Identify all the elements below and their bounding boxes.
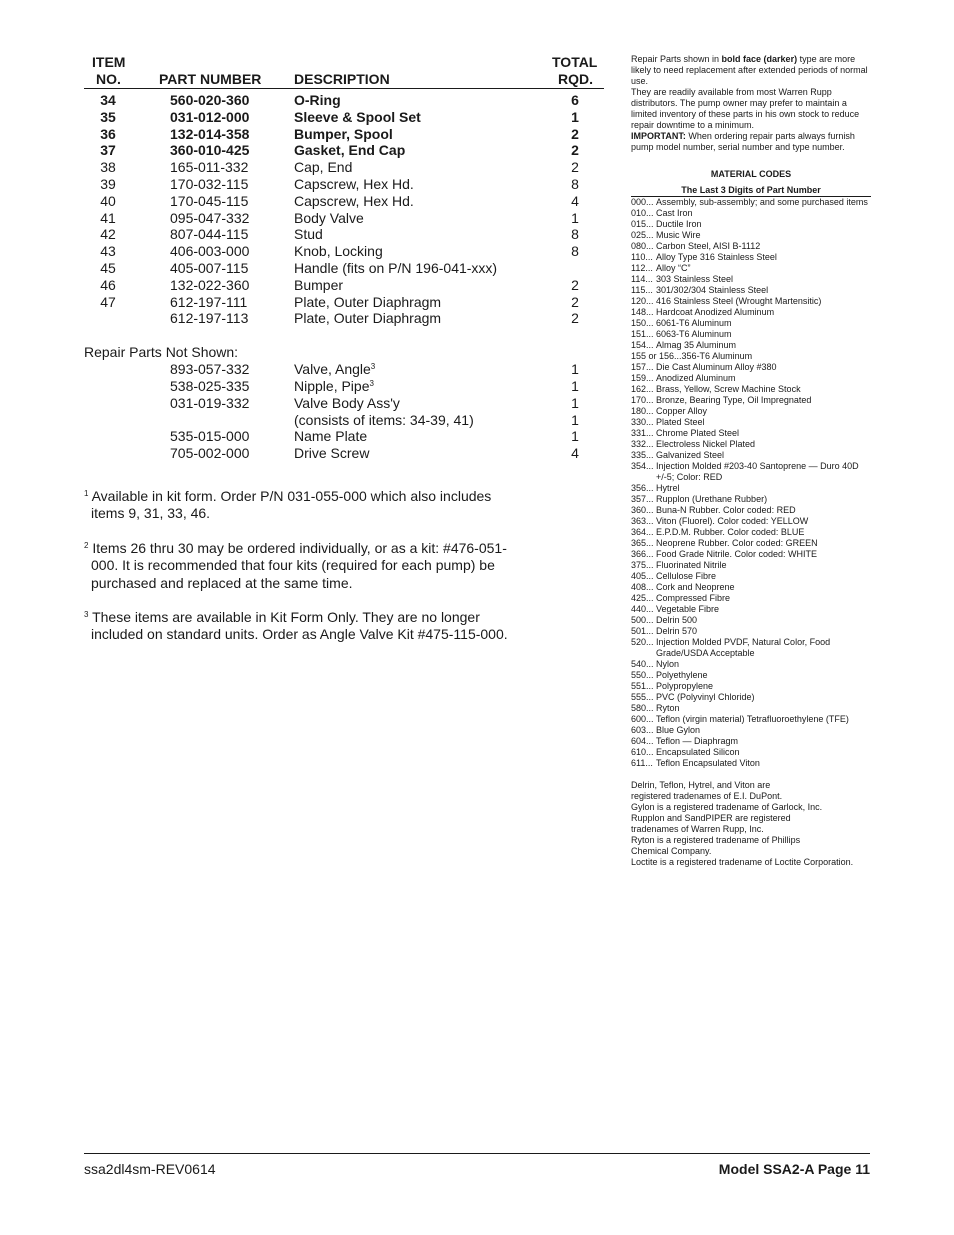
material-code-row (631, 362, 871, 373)
quantity-required: 1 (571, 209, 579, 226)
part-number: 170-032-115 (170, 175, 249, 192)
footnote-marker: 3 (369, 378, 374, 388)
material-name: Music Wire (656, 230, 701, 240)
material-code-row (631, 417, 871, 428)
material-code: 604... (631, 736, 654, 746)
material-name: 356-T6 Aluminum (681, 351, 753, 361)
material-name: Ryton (656, 703, 680, 713)
material-code: 405... (631, 571, 654, 581)
material-code: 364... (631, 527, 654, 537)
material-code: 500... (631, 615, 654, 625)
quantity-required: 2 (571, 293, 579, 310)
table-row (84, 210, 604, 227)
material-code-row (631, 208, 871, 219)
item-number: 35 (100, 108, 116, 125)
quantity-required: 2 (571, 310, 579, 327)
document-id: ssa2dl4sm-REV0614 (84, 1161, 216, 1177)
trademark-line: Chemical Company. (631, 846, 712, 856)
material-code: 440... (631, 604, 654, 614)
material-code-row (631, 483, 871, 494)
item-number: 38 (100, 159, 116, 176)
header-total-line2: RQD. (558, 71, 593, 87)
header-item-line2: NO. (96, 71, 121, 87)
material-code-row (631, 725, 871, 736)
item-number: 37 (100, 142, 116, 159)
table-row (84, 109, 604, 126)
table-row (84, 277, 604, 294)
material-code: 555... (631, 692, 654, 702)
footnote-text: These items are available in Kit Form Only. They are no longer included on standard units. Order as Angle Valve Kit #475-115-000. (91, 609, 508, 643)
item-number: 43 (100, 243, 116, 260)
material-name: Fluorinated Nitrile (656, 560, 727, 570)
material-code-row (631, 637, 871, 659)
footnotes (84, 488, 514, 661)
material-name: Buna-N Rubber. Color coded: RED (656, 505, 796, 515)
material-name: Teflon — Diaphragm (656, 736, 739, 746)
material-code: 162... (631, 384, 654, 394)
header-total-line1: TOTAL (552, 54, 598, 70)
footnote (84, 540, 514, 592)
table-row (84, 378, 604, 395)
part-description: O-Ring (294, 92, 341, 108)
material-name: Bronze, Bearing Type, Oil Impregnated (656, 395, 812, 405)
footnote (84, 488, 514, 523)
part-number: 405-007-115 (170, 259, 249, 276)
material-code: 148... (631, 307, 654, 317)
footnote-text: Available in kit form. Order P/N 031-055-000 which also includes items 9, 31, 33, 46. (91, 488, 492, 522)
part-number: 031-012-000 (170, 108, 250, 125)
not-shown-body (84, 361, 604, 462)
material-code: 551... (631, 681, 654, 691)
material-name: Plated Steel (656, 417, 705, 427)
material-name: Injection Molded PVDF, Natural Color, Food Grade/USDA Acceptable (656, 637, 831, 658)
table-row (84, 361, 604, 378)
material-code-row (631, 615, 871, 626)
material-code: 354... (631, 461, 654, 471)
material-code-row (631, 461, 871, 483)
quantity-required: 1 (571, 361, 579, 378)
material-code-row (631, 450, 871, 461)
material-name: Copper Alloy (656, 406, 708, 416)
material-code: 331... (631, 428, 654, 438)
table-row (84, 193, 604, 210)
table-body (84, 92, 604, 327)
trademark-line: Delrin, Teflon, Hytrel, and Viton are (631, 780, 771, 790)
quantity-required: 6 (571, 92, 579, 108)
table-row (84, 159, 604, 176)
material-name: Chrome Plated Steel (656, 428, 740, 438)
material-name: Carbon Steel, AISI B-1112 (656, 241, 761, 251)
material-codes-subtitle: The Last 3 Digits of Part Number (631, 185, 871, 197)
material-codes-title: MATERIAL CODES (710, 169, 792, 179)
material-code: 000... (631, 197, 654, 207)
quantity-required: 8 (571, 175, 579, 192)
item-number: 39 (100, 175, 116, 192)
material-code-row (631, 384, 871, 395)
description-text: Valve Body Ass'y (294, 394, 400, 411)
part-description: Bumper (294, 276, 344, 293)
quantity-required: 2 (571, 159, 579, 176)
material-code: 365... (631, 538, 654, 548)
quantity-required: 4 (571, 192, 579, 209)
material-code: 110... (631, 252, 653, 262)
quantity-required: 1 (571, 377, 579, 394)
material-code: 150... (631, 318, 654, 328)
material-code-row (631, 505, 871, 516)
material-code-row (631, 527, 871, 538)
material-code-row (631, 560, 871, 571)
material-code: 120... (631, 296, 654, 306)
part-description: Handle (fits on P/N 196-041-xxx) (294, 259, 498, 276)
material-code: 550... (631, 670, 654, 680)
part-number: 406-003-000 (170, 243, 250, 260)
item-number: 41 (100, 209, 116, 226)
part-description: Sleeve & Spool Set (294, 108, 421, 125)
description-text: Drive Screw (294, 445, 370, 462)
description-text: Valve, Angle (294, 361, 371, 378)
sidebar-intro: Repair Parts shown in bold face (darker) type are more likely to need replacement after extended periods of normal use. (631, 54, 868, 86)
material-name: Almag 35 Aluminum (656, 340, 737, 350)
part-number: 535-015-000 (170, 428, 250, 445)
table-row (84, 142, 604, 159)
part-number: 538-025-335 (170, 377, 250, 394)
quantity-required: 1 (571, 394, 579, 411)
material-code-row (631, 230, 871, 241)
material-code-row (631, 681, 871, 692)
material-name: Hytrel (656, 483, 680, 493)
material-name: Cork and Neoprene (656, 582, 735, 592)
material-code-row (631, 604, 871, 615)
material-code: 115... (631, 285, 653, 295)
part-description (294, 378, 374, 395)
part-number: 893-057-332 (170, 361, 250, 378)
trademark-line: Rupplon and SandPIPER are registered (631, 813, 791, 823)
material-name: PVC (Polyvinyl Chloride) (656, 692, 755, 702)
part-description (294, 412, 474, 429)
part-number: 095-047-332 (170, 209, 250, 226)
material-code-row (631, 428, 871, 439)
material-code: 611... (631, 758, 653, 768)
part-number: 132-022-360 (170, 276, 250, 293)
material-name: Cellulose Fibre (656, 571, 717, 581)
quantity-required: 4 (571, 445, 579, 462)
material-name: Compressed Fibre (656, 593, 731, 603)
table-row (84, 226, 604, 243)
item-number: 46 (100, 276, 116, 293)
table-header (84, 52, 604, 89)
table-row (84, 395, 604, 412)
material-code-row (631, 395, 871, 406)
part-number: 170-045-115 (170, 192, 249, 209)
table-row (84, 92, 604, 109)
sidebar-important: IMPORTANT: When ordering repair parts always furnish pump model number, serial number and type number. (631, 131, 855, 152)
material-name: 301/302/304 Stainless Steel (656, 285, 769, 295)
quantity-required: 1 (571, 428, 579, 445)
material-code-row (631, 197, 871, 208)
material-name: Nylon (656, 659, 680, 669)
material-name: Neoprene Rubber. Color coded: GREEN (656, 538, 818, 548)
footnote-number: 3 (84, 610, 89, 620)
part-description: Body Valve (294, 209, 364, 226)
item-number: 36 (100, 125, 116, 142)
item-number: 47 (100, 293, 116, 310)
material-name: Brass, Yellow, Screw Machine Stock (656, 384, 801, 394)
part-description (294, 361, 375, 378)
material-code-row (631, 692, 871, 703)
part-number: 560-020-360 (170, 92, 250, 108)
material-code-row (631, 736, 871, 747)
header-item-line1: ITEM (92, 54, 126, 70)
footnote-number: 2 (84, 540, 89, 550)
trademark-notes (631, 780, 871, 868)
material-code: 157... (631, 362, 654, 372)
part-number: 612-197-111 (170, 293, 248, 310)
material-code-row (631, 351, 871, 362)
material-code: 332... (631, 439, 654, 449)
material-code-row (631, 571, 871, 582)
part-number: 705-002-000 (170, 445, 250, 462)
material-code-row (631, 406, 871, 417)
part-number: 132-014-358 (170, 125, 250, 142)
material-code-row (631, 307, 871, 318)
header-part-number: PART NUMBER (159, 71, 262, 87)
material-code: 154... (631, 340, 654, 350)
material-code: 015... (631, 219, 654, 229)
material-code: 580... (631, 703, 654, 713)
material-codes-list (631, 197, 871, 769)
material-code: 408... (631, 582, 654, 592)
part-number: 807-044-115 (170, 226, 249, 243)
table-row (84, 243, 604, 260)
material-name: Blue Gylon (656, 725, 701, 735)
quantity-required: 8 (571, 243, 579, 260)
material-code: 335... (631, 450, 654, 460)
table-row (84, 176, 604, 193)
part-description: Capscrew, Hex Hd. (294, 175, 414, 192)
material-name: Polypropylene (656, 681, 714, 691)
material-code: 425... (631, 593, 654, 603)
quantity-required: 8 (571, 226, 579, 243)
material-name: Alloy Type 316 Stainless Steel (656, 252, 777, 262)
part-description: Plate, Outer Diaphragm (294, 310, 442, 327)
material-name: Anodized Aluminum (656, 373, 736, 383)
material-code-row (631, 329, 871, 340)
parts-table (84, 52, 604, 462)
material-code-row (631, 582, 871, 593)
material-code-row (631, 318, 871, 329)
part-description (294, 428, 367, 445)
material-code: 170... (631, 395, 654, 405)
material-name: Die Cast Aluminum Alloy #380 (656, 362, 777, 372)
material-code: 151... (631, 329, 654, 339)
material-name: Teflon (virgin material) Tetrafluoroethylene (TFE) (656, 714, 849, 724)
material-name: Delrin 570 (656, 626, 698, 636)
material-name: Vegetable Fibre (656, 604, 720, 614)
material-code: 180... (631, 406, 654, 416)
description-text: Nipple, Pipe (294, 377, 370, 394)
material-code: 155 or 156... (631, 351, 682, 361)
trademark-line: Gylon is a registered tradename of Garlock, Inc. (631, 802, 823, 812)
material-name: Food Grade Nitrile. Color coded: WHITE (656, 549, 818, 559)
sidebar-para2: They are readily available from most Warren Rupp distributors. The pump owner may prefer to maintain a limited inventory of these parts in his own stock to reduce repair downtime to a minimum. (631, 87, 860, 130)
material-code-row (631, 538, 871, 549)
part-description: Cap, End (294, 159, 353, 176)
trademark-line: Ryton is a registered tradename of Phillips (631, 835, 801, 845)
table-row (84, 260, 604, 277)
material-name: Encapsulated Silicon (656, 747, 740, 757)
part-number: 031-019-332 (170, 394, 250, 411)
footnote (84, 609, 514, 644)
table-row (84, 412, 604, 429)
material-name: Viton (Fluorel). Color coded: YELLOW (656, 516, 809, 526)
part-number: 165-011-332 (170, 159, 249, 176)
material-code-row (631, 219, 871, 230)
material-name: Galvanized Steel (656, 450, 725, 460)
part-description: Stud (294, 226, 323, 243)
material-name: 416 Stainless Steel (Wrought Martensitic) (656, 296, 822, 306)
material-code-row (631, 758, 871, 769)
material-name: Injection Molded #203-40 Santoprene — Duro 40D +/-5; Color: RED (656, 461, 859, 482)
material-code-row (631, 373, 871, 384)
material-name: Alloy “C” (656, 263, 691, 273)
material-code: 357... (631, 494, 654, 504)
page-footer (84, 1153, 870, 1184)
header-description: DESCRIPTION (294, 71, 390, 87)
material-code: 114... (631, 274, 653, 284)
material-code: 540... (631, 659, 654, 669)
item-number: 42 (100, 226, 116, 243)
material-code-row (631, 340, 871, 351)
material-code: 112... (631, 263, 653, 273)
material-code-row (631, 263, 871, 274)
trademark-line: Loctite is a registered tradename of Loctite Corporation. (631, 857, 854, 867)
item-number: 40 (100, 192, 116, 209)
material-code: 360... (631, 505, 654, 515)
footnote-marker: 3 (370, 362, 376, 372)
material-name: 6061-T6 Aluminum (656, 318, 732, 328)
material-code: 025... (631, 230, 654, 240)
page-label: Model SSA2-A Page 11 (718, 1161, 870, 1177)
material-code-row (631, 274, 871, 285)
material-name: 303 Stainless Steel (656, 274, 734, 284)
material-code: 520... (631, 637, 654, 647)
material-code: 363... (631, 516, 654, 526)
material-name: Assembly, sub-assembly; and some purchased items (656, 197, 868, 207)
material-name: Rupplon (Urethane Rubber) (656, 494, 768, 504)
table-row (84, 310, 604, 327)
material-code: 375... (631, 560, 654, 570)
material-code: 603... (631, 725, 654, 735)
quantity-required: 2 (571, 142, 579, 159)
material-name: Delrin 500 (656, 615, 698, 625)
material-name: Cast Iron (656, 208, 693, 218)
quantity-required: 1 (571, 108, 579, 125)
quantity-required: 2 (571, 276, 579, 293)
material-code-row (631, 296, 871, 307)
part-description: Knob, Locking (294, 243, 383, 260)
material-name: Ductile Iron (656, 219, 702, 229)
material-name: 6063-T6 Aluminum (656, 329, 732, 339)
material-name: Hardcoat Anodized Aluminum (656, 307, 775, 317)
material-name: Polyethylene (656, 670, 708, 680)
material-code: 501... (631, 626, 654, 636)
footnote-number: 1 (84, 489, 89, 498)
item-number: 45 (100, 259, 116, 276)
material-name: E.P.D.M. Rubber. Color coded: BLUE (656, 527, 805, 537)
material-code-row (631, 747, 871, 758)
material-code: 080... (631, 241, 654, 251)
footnote-text: Items 26 thru 30 may be ordered individually, or as a kit: #476-051-000. It is recommended that four kits (required for each pump) be purchased and replaced at the same time. (91, 539, 507, 591)
material-code-row (631, 241, 871, 252)
description-text: Name Plate (294, 428, 368, 445)
table-row (84, 126, 604, 143)
part-description: Gasket, End Cap (294, 142, 406, 159)
material-code: 610... (631, 747, 654, 757)
sidebar (631, 54, 871, 868)
quantity-required: 2 (571, 125, 579, 142)
item-number: 34 (100, 92, 116, 108)
part-description: Capscrew, Hex Hd. (294, 192, 414, 209)
material-code-row (631, 516, 871, 527)
material-code-row (631, 252, 871, 263)
trademark-line: registered tradenames of E.I. DuPont. (631, 791, 783, 801)
table-row (84, 445, 604, 462)
material-name: Electroless Nickel Plated (656, 439, 756, 449)
part-description: Plate, Outer Diaphragm (294, 293, 442, 310)
material-code-row (631, 494, 871, 505)
part-description: Bumper, Spool (294, 125, 393, 142)
material-code-row (631, 670, 871, 681)
quantity-required: 1 (571, 411, 579, 428)
material-code: 010... (631, 208, 654, 218)
table-row (84, 294, 604, 311)
material-code: 159... (631, 373, 654, 383)
material-code-row (631, 439, 871, 450)
description-text: (consists of items: 34-39, 41) (294, 411, 474, 428)
material-code: 600... (631, 714, 654, 724)
material-code: 356... (631, 483, 654, 493)
material-code: 366... (631, 549, 654, 559)
material-code-row (631, 549, 871, 560)
material-code-row (631, 626, 871, 637)
table-row (84, 428, 604, 445)
material-code-row (631, 714, 871, 725)
part-description (294, 395, 400, 412)
material-code-row (631, 285, 871, 296)
material-code-row (631, 593, 871, 604)
part-number: 612-197-113 (170, 310, 249, 327)
part-description (294, 445, 369, 462)
material-code-row (631, 703, 871, 714)
part-number: 360-010-425 (170, 142, 250, 159)
material-code: 330... (631, 417, 654, 427)
material-name: Teflon Encapsulated Viton (656, 758, 760, 768)
trademark-line: tradenames of Warren Rupp, Inc. (631, 824, 764, 834)
not-shown-label: Repair Parts Not Shown: (84, 344, 239, 361)
material-code-row (631, 659, 871, 670)
